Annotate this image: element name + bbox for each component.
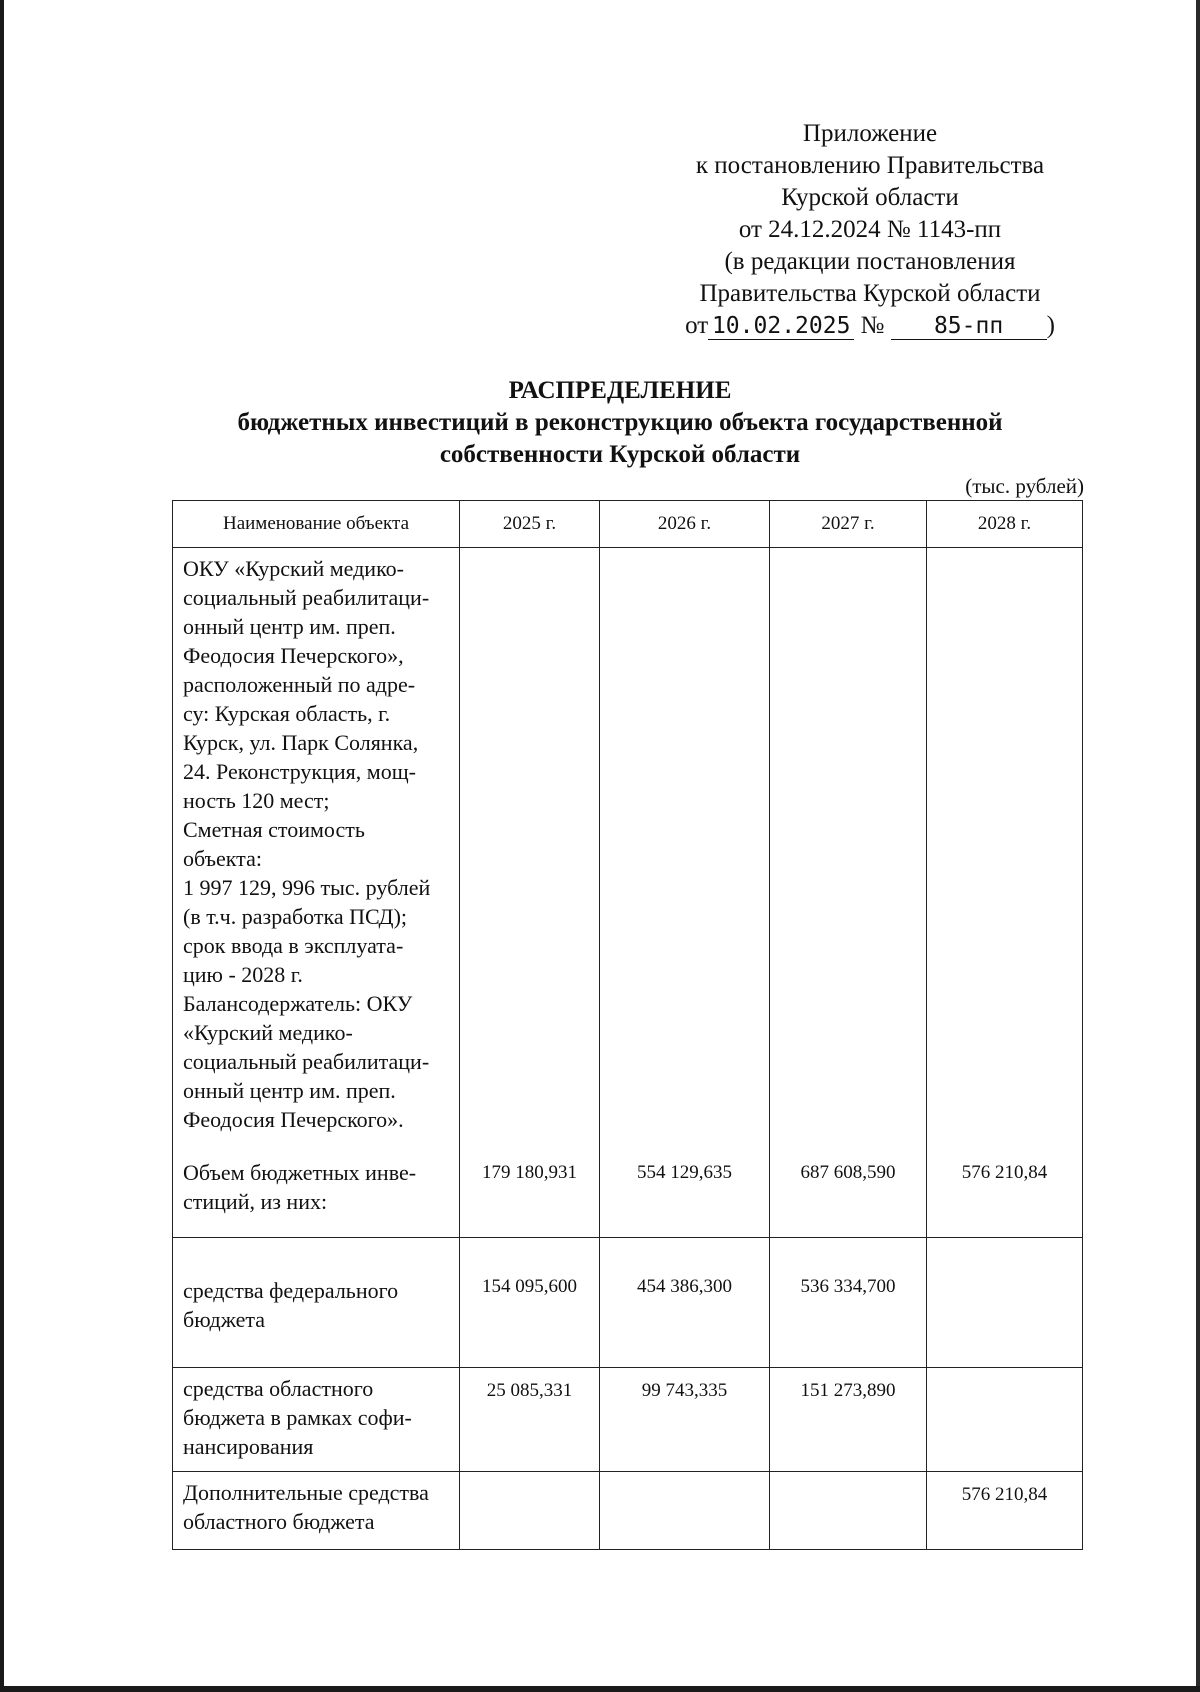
federal-2027: 536 334,700: [770, 1238, 927, 1368]
object-description: ОКУ «Курский медико- социальный реабилитаци- онный центр им. преп. Феодосия Печерского», расположенный по адре- су: Курская область, г. Курск, ул. Парк Солянка, 24. Реконструкция, мощ- ность 120 мест; Сметная стоимость объекта: 1 997 129, 996 тыс. рублей (в т.ч. разработка ПСД); срок ввода в эксплуата- цию - 2028 г. Балансодержатель: ОКУ «Курский медико- социальный реабилитаци- онный центр им. преп. Феодосия Печерского».: [183, 556, 431, 1132]
appendix-decree-date: от 24.12.2024 № 1143-пп: [738, 216, 1002, 243]
federal-2026: 454 386,300: [600, 1238, 770, 1368]
scan-border-left: [0, 0, 4, 1692]
investment-table: [172, 500, 1083, 1550]
header-2028: 2028 г.: [927, 501, 1083, 548]
header-object-name: Наименование объекта: [173, 501, 460, 548]
federal-2028: [927, 1238, 1083, 1368]
regional-label: средства областного бюджета в рамках софи- нансирования: [173, 1368, 460, 1472]
appendix-label: Приложение: [802, 120, 938, 147]
title-line-1: бюджетных инвестиций в реконструкцию объекта государственной: [237, 409, 1003, 436]
additional-2026: [600, 1472, 770, 1550]
amendment-prefix: от: [685, 312, 709, 339]
scan-border-bottom: [0, 1686, 1200, 1692]
additional-2028: 576 210,84: [927, 1472, 1083, 1550]
amendment-close: ): [1046, 312, 1055, 339]
additional-2027: [770, 1472, 927, 1550]
appendix-decree-ref: к постановлению Правительства: [695, 152, 1045, 179]
table-header-row: [173, 501, 1083, 548]
amendment-number-sign: №: [860, 312, 885, 339]
units-note: (тыс. рублей): [965, 474, 1084, 498]
scan-border-right: [1196, 0, 1200, 1692]
header-2026: 2026 г.: [600, 501, 770, 548]
title-line-2: собственности Курской области: [439, 441, 801, 468]
table-row-total: [173, 548, 1083, 1238]
header-2025: 2025 г.: [460, 501, 600, 548]
appendix-amendment-authority: Правительства Курской области: [699, 280, 1041, 307]
federal-2025: 154 095,600: [460, 1238, 600, 1368]
object-cell: [173, 548, 460, 1238]
total-volume-label: Объем бюджетных инве- стиций, из них:: [183, 1160, 417, 1214]
additional-label: Дополнительные средства областного бюджета: [173, 1472, 460, 1550]
appendix-block: [650, 118, 1090, 342]
appendix-region: Курской области: [781, 184, 959, 211]
regional-2025: 25 085,331: [460, 1368, 600, 1472]
appendix-amendment-line: [650, 310, 1090, 342]
amendment-date: 10.02.2025: [708, 313, 854, 340]
title-heading: РАСПРЕДЕЛЕНИЕ: [508, 377, 732, 404]
total-2026: 554 129,635: [600, 548, 770, 1238]
total-2028: 576 210,84: [927, 548, 1083, 1238]
header-2027: 2027 г.: [770, 501, 927, 548]
regional-2028: [927, 1368, 1083, 1472]
document-title: [160, 375, 1080, 471]
regional-2027: 151 273,890: [770, 1368, 927, 1472]
table-row-regional: [173, 1368, 1083, 1472]
federal-label: средства федерального бюджета: [173, 1238, 460, 1368]
table-row-additional: [173, 1472, 1083, 1550]
table-row-federal: [173, 1238, 1083, 1368]
amendment-number: 85-пп: [891, 313, 1047, 340]
total-2027: 687 608,590: [770, 548, 927, 1238]
additional-2025: [460, 1472, 600, 1550]
total-2025: 179 180,931: [460, 548, 600, 1238]
regional-2026: 99 743,335: [600, 1368, 770, 1472]
appendix-amendment-note: (в редакции постановления: [724, 248, 1016, 275]
